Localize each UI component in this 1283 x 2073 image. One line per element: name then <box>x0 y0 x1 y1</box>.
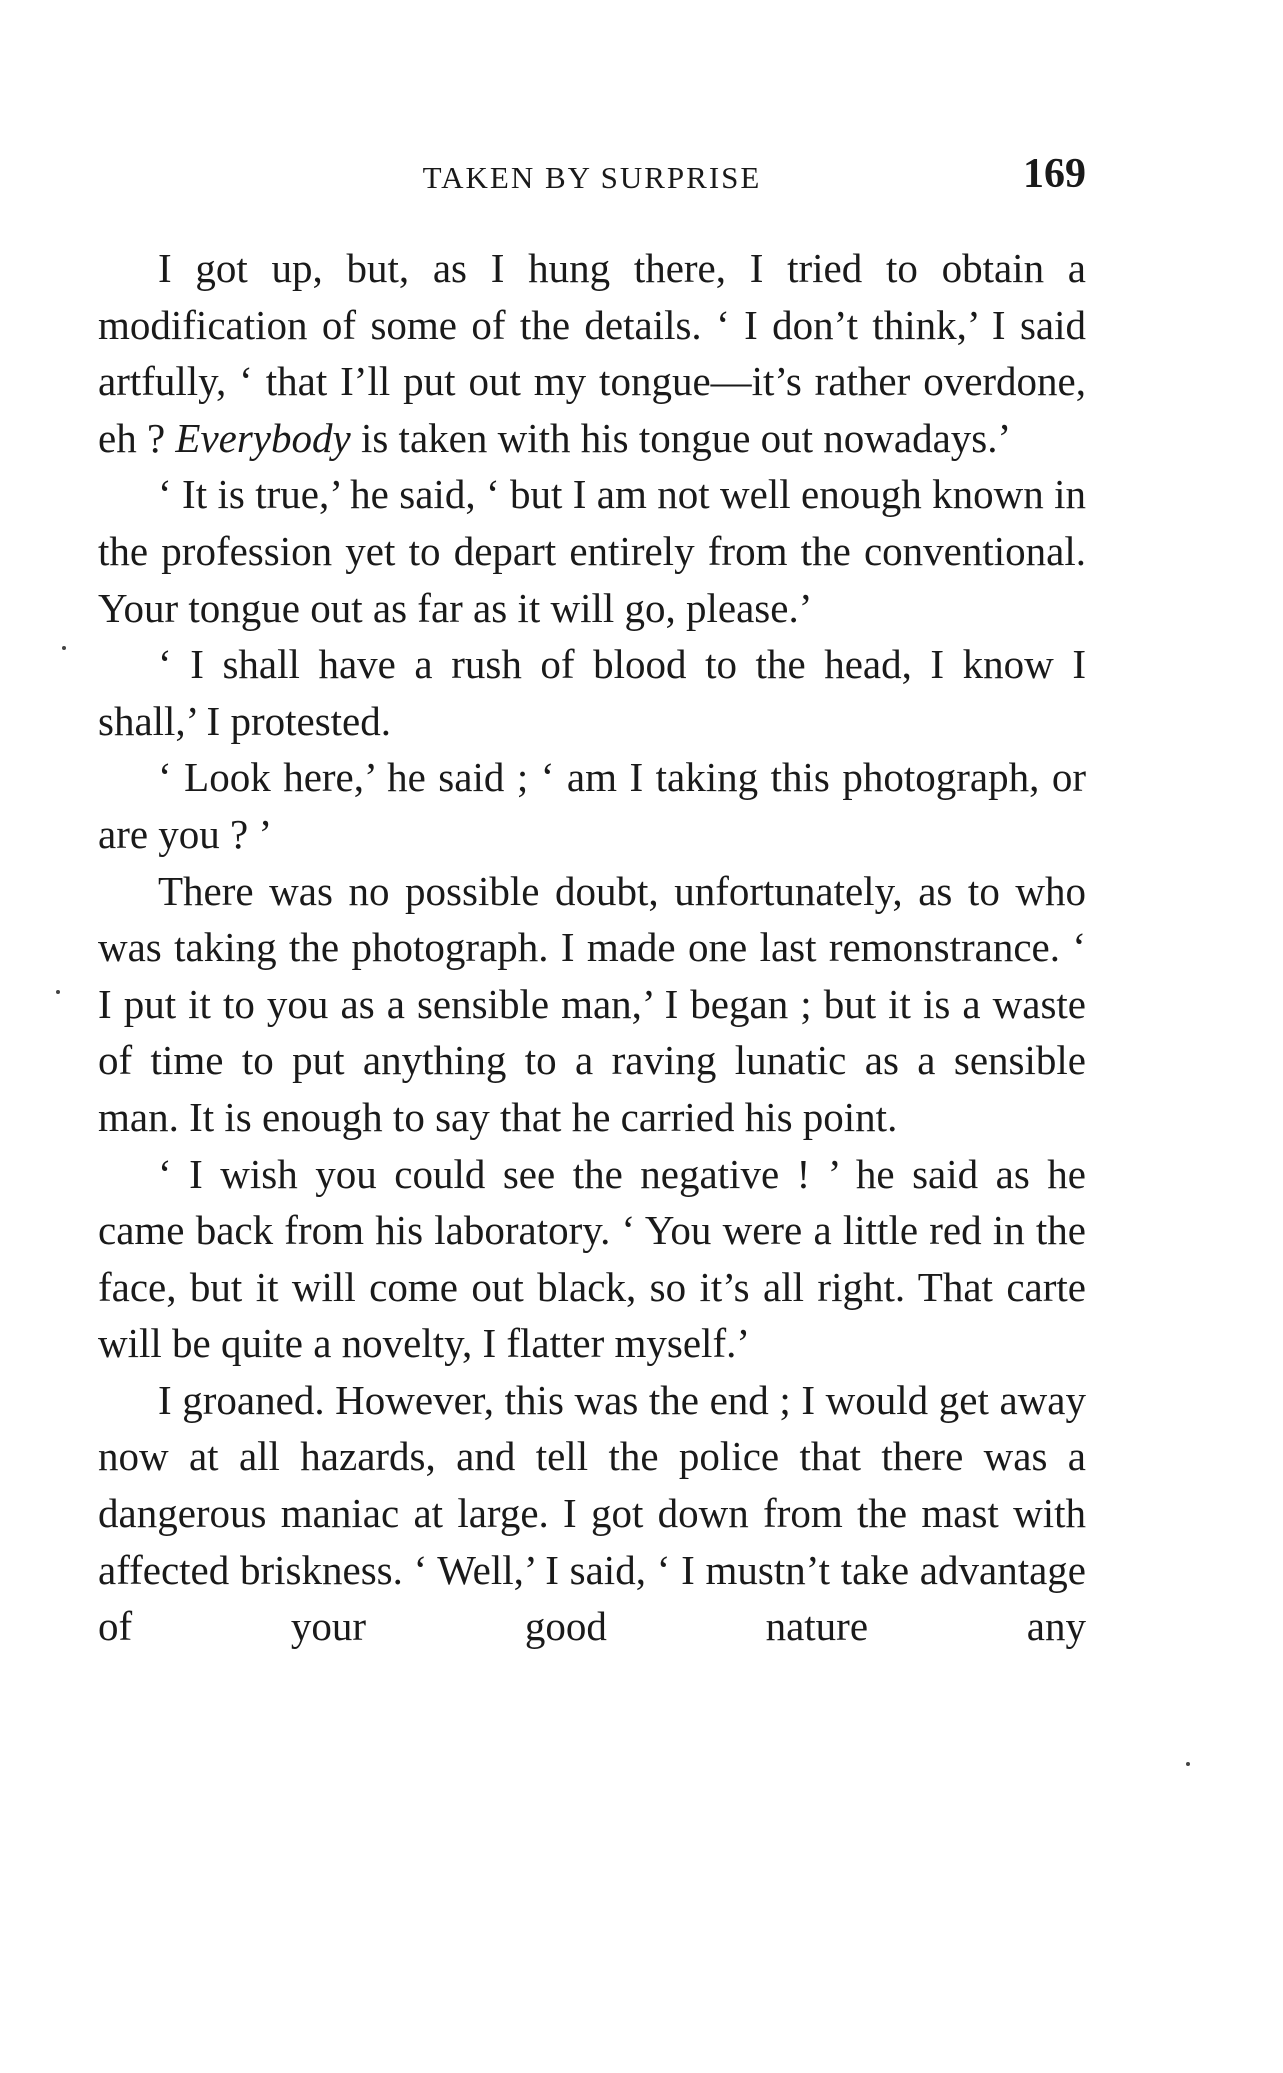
running-title: TAKEN BY SURPRISE <box>422 160 762 195</box>
paragraph-1-text: I got up, but, as I hung there, I tried to obtain a modification of some of the details. ‘ I don’t think,’ I said artfully, ‘ that I’ll put out my tongue—it’s rather overdone, eh ? <box>98 245 1086 461</box>
print-speck <box>62 646 66 650</box>
paragraph-5: There was no possible doubt, unfortunately, as to who was taking the photograph. I made one last remonstrance. ‘ I put it to you as a sensible man,’ I began ; but it is a waste of time to put anything to a raving lunatic as a sensible man. It is enough to say that he carried his point. <box>98 867 1086 1140</box>
book-page <box>98 150 1086 1655</box>
print-speck <box>1186 1762 1190 1766</box>
page-header <box>98 150 1086 210</box>
paragraph-1-text-end: is taken with his tongue out nowadays.’ <box>350 414 1012 461</box>
body-text <box>98 240 1086 1655</box>
paragraph-3: ‘ I shall have a rush of blood to the head, I know I shall,’ I protested. <box>98 641 1086 744</box>
paragraph-6: ‘ I wish you could see the negative ! ’ he said as he came back from his laboratory. ‘ You were a little red in the face, but it will come out black, so it’s all right. That carte will be quite a novelty, I flatter myself.’ <box>98 1150 1086 1367</box>
emphasis-everybody: Everybody <box>175 414 351 461</box>
paragraph-1 <box>98 240 1086 466</box>
paragraph-2: ‘ It is true,’ he said, ‘ but I am not well enough known in the profession yet to depart entirely from the conventional. Your tongue out as far as it will go, please.’ <box>98 471 1086 631</box>
paragraph-7: I groaned. However, this was the end ; I would get away now at all hazards, and tell the police that there was a dangerous maniac at large. I got down from the mast with affected briskness. ‘ Well,’ I said, ‘ I mustn’t take advantage of your good nature any <box>98 1376 1086 1650</box>
paragraph-4: ‘ Look here,’ he said ; ‘ am I taking this photograph, or are you ? ’ <box>98 754 1086 857</box>
page-number: 169 <box>1023 151 1086 197</box>
print-speck <box>56 990 60 994</box>
